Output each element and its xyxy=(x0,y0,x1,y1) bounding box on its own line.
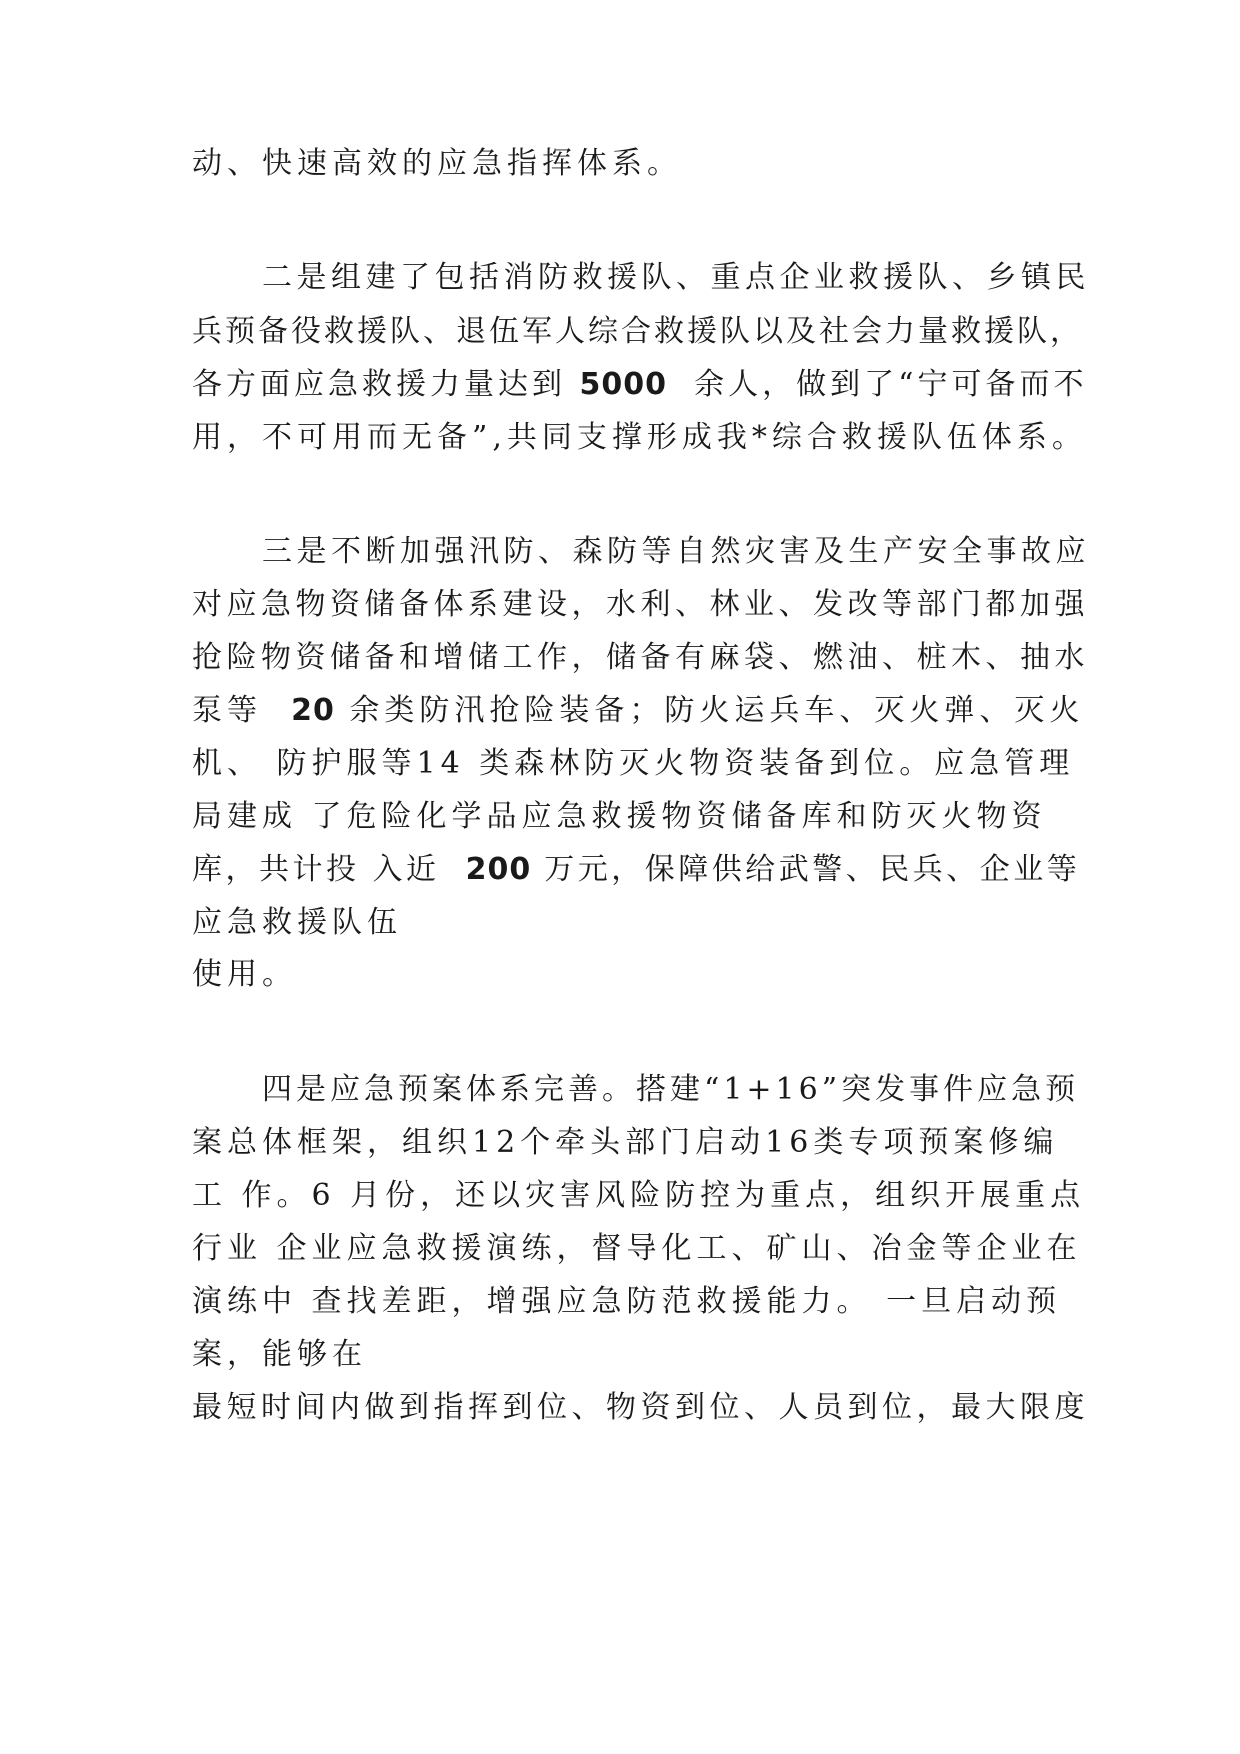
p3-line-4-text-a: 泵等 xyxy=(192,693,262,728)
p3-line-5: 机、 防护服等14 类森林防灭火物资装备到位。应急管理 xyxy=(192,746,1075,781)
p4-line-7: 最短时间内做到指挥到位、物资到位、人员到位，最大限度 xyxy=(192,1390,1089,1425)
p2-line-3-text-a: 各方面应急救援力量达到 xyxy=(192,367,566,402)
p2-line-4: 用，不可用而无备”,共同支撑形成我*综合救援队伍体系。 xyxy=(192,420,1087,455)
p2-line-2: 兵预备役救援队、退伍军人综合救援队以及社会力量救援队， xyxy=(192,314,1083,349)
p4-line-1: 四是应急预案体系完善。搭建“1+16”突发事件应急预 xyxy=(262,1072,1080,1107)
p3-line-3: 抢险物资储备和增储工作，储备有麻袋、燃油、桩木、抽水 xyxy=(192,640,1089,675)
p3-line-4 xyxy=(192,691,1084,731)
p3-line-4-number: 20 xyxy=(291,693,335,728)
p2-line-3-number: 5000 xyxy=(579,367,668,402)
p3-line-7-text-b: 万元，保障供给武警、民兵、企业等 xyxy=(544,852,1081,887)
p3-line-7 xyxy=(192,850,1080,890)
p2-line-3-text-b: 余人，做到了“宁可备而不 xyxy=(694,367,1088,402)
p4-line-4: 行业 企业应急救援演练，督导化工、矿山、冶金等企业在 xyxy=(192,1231,1082,1266)
p1-line-1: 动、快速高效的应急指挥体系。 xyxy=(192,146,682,181)
p2-line-3 xyxy=(192,365,1087,405)
p2-line-1: 二是组建了包括消防救援队、重点企业救援队、乡镇民 xyxy=(262,260,1090,295)
p3-line-2: 对应急物资储备体系建设，水利、林业、发改等部门都加强 xyxy=(192,587,1089,622)
p4-line-6: 案，能够在 xyxy=(192,1337,367,1372)
p3-line-1: 三是不断加强汛防、森防等自然灾害及生产安全事故应 xyxy=(262,534,1090,569)
p4-line-3: 工 作。6 月份，还以灾害风险防控为重点，组织开展重点 xyxy=(192,1178,1086,1213)
p3-line-7-number: 200 xyxy=(465,852,532,887)
p3-line-8: 应急救援队伍 xyxy=(192,905,402,940)
p3-line-4-text-b: 余类防汛抢险装备；防火运兵车、灭火弹、灭火 xyxy=(349,693,1085,728)
p3-line-6: 局建成 了危险化学品应急救援物资储备库和防灭火物资 xyxy=(192,799,1047,834)
p3-line-9: 使用。 xyxy=(192,957,297,992)
p4-line-2: 案总体框架，组织12个牵头部门启动16类专项预案修编 xyxy=(192,1125,1059,1160)
p4-line-5: 演练中 查找差距，增强应急防范救援能力。 一旦启动预 xyxy=(192,1284,1062,1319)
p3-line-7-text-a: 库，共计投 入近 xyxy=(192,852,440,887)
